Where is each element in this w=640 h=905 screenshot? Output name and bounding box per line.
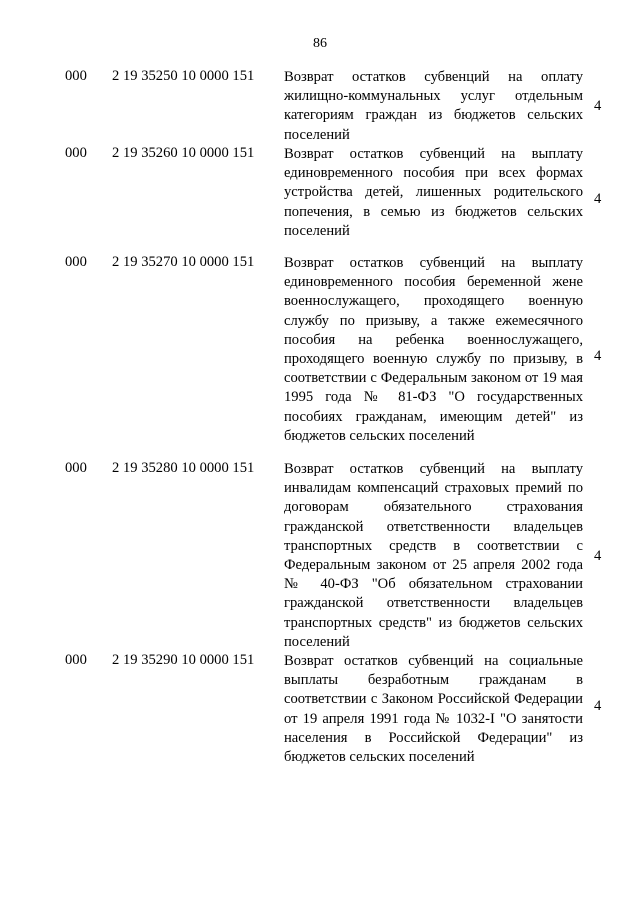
admin-code: 000 — [65, 145, 87, 161]
group-number: 4 — [594, 348, 602, 364]
code-description: Возврат остатков субвенций на выплату инвалидам компенсаций страховых премий по договорам обязательного страхования гражданской ответственности владельцев транспортных средств в соответствии с Федеральным законом от 25 апреля 2002 года № 40-ФЗ "Об обязательном страховании гражданской ответственности владельцев транспортных средств" из бюджетов сельских поселений — [284, 461, 583, 650]
group-number: 4 — [594, 548, 602, 564]
admin-code: 000 — [65, 254, 87, 270]
budget-classification-code: 2 19 35290 10 0000 151 — [112, 652, 255, 668]
budget-classification-code: 2 19 35270 10 0000 151 — [112, 254, 255, 270]
admin-code: 000 — [65, 460, 87, 476]
budget-classification-code: 2 19 35260 10 0000 151 — [112, 145, 255, 161]
admin-code: 000 — [65, 68, 87, 84]
group-number: 4 — [594, 98, 602, 114]
group-number: 4 — [594, 191, 602, 207]
admin-code: 000 — [65, 652, 87, 668]
code-description: Возврат остатков субвенций на выплату единовременного пособия беременной жене военнослужащего, проходящего военную службу по призыву, а также ежемесячного пособия на ребенка военнослужащего, проходящего военную службу по призыву, в соответствии с Федеральным законом от 19 мая 1995 года № 81-ФЗ "О государственных пособиях гражданам, имеющим детей" из бюджетов сельских поселений — [284, 255, 583, 444]
budget-classification-code: 2 19 35280 10 0000 151 — [112, 460, 255, 476]
code-description: Возврат остатков субвенций на социальные выплаты безработным гражданам в соответствии с Законом Российской Федерации от 19 апреля 1991 года № 1032-I "О занятости населения в Российской Федерации" из бюджетов сельских поселений — [284, 653, 583, 766]
code-description: Возврат остатков субвенций на оплату жилищно-коммунальных услуг отдельным категориям граждан из бюджетов сельских поселений — [284, 69, 583, 143]
group-number: 4 — [594, 698, 602, 714]
budget-classification-code: 2 19 35250 10 0000 151 — [112, 68, 255, 84]
page-number: 86 — [313, 36, 327, 51]
code-description: Возврат остатков субвенций на выплату единовременного пособия при всех формах устройства детей, лишенных родительского попечения, в семью из бюджетов сельских поселений — [284, 146, 583, 239]
